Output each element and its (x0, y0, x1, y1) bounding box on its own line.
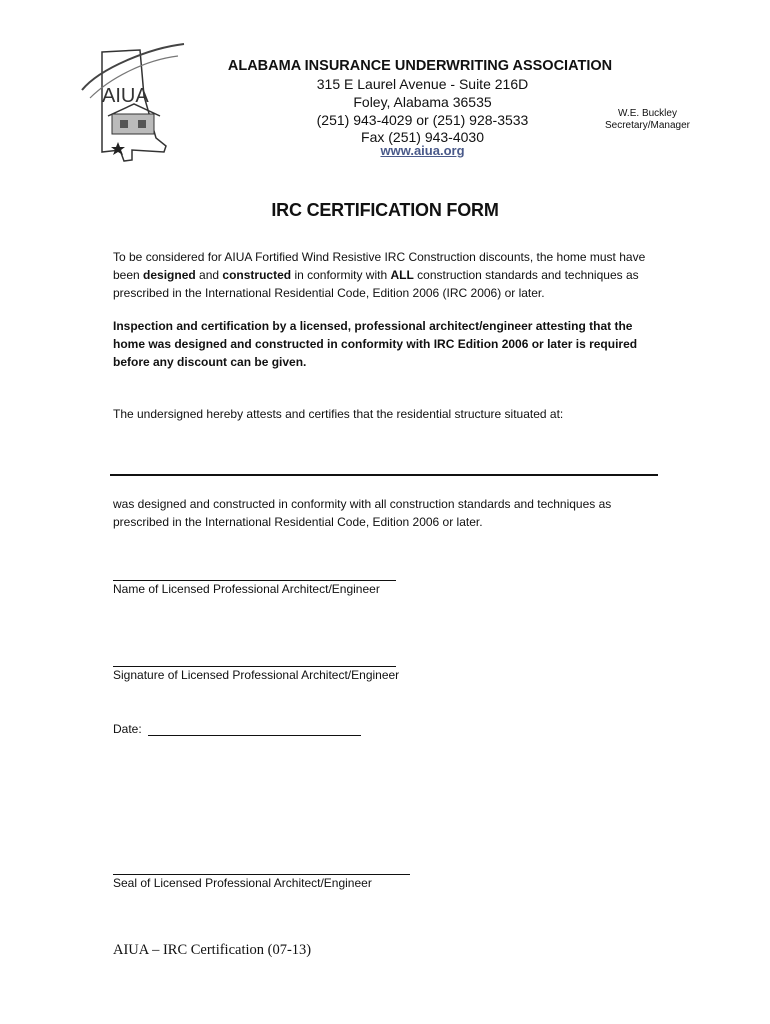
name-field-line[interactable] (113, 580, 396, 581)
intro-paragraph: To be considered for AIUA Fortified Wind Resistive IRC Construction discounts, the home must have been designed and constructed in conformity with ALL construction standards and techniques as prescribed in the International Residential Code, Edition 2006 (IRC 2006) or later. (113, 250, 646, 300)
requirement-paragraph: Inspection and certification by a licensed, professional architect/engineer attesting that the home was designed and constructed in conformity with IRC Edition 2006 or later is required before any discount can be given. (113, 319, 638, 369)
property-address-field[interactable] (110, 474, 658, 476)
officer-name: W.E. Buckley (618, 108, 677, 119)
address-line-1: 315 E Laurel Avenue - Suite 216D (316, 76, 529, 92)
date-label: Date: (113, 722, 142, 736)
svg-text:AIUA: AIUA (102, 85, 149, 107)
org-name: ALABAMA INSURANCE UNDERWRITING ASSOCIATION (227, 58, 613, 74)
website-link[interactable]: www.aiua.org (380, 143, 465, 158)
attest-paragraph: The undersigned hereby attests and certifies that the residential structure situated at: (113, 407, 564, 421)
date-field-line[interactable] (148, 735, 361, 736)
officer-title: Secretary/Manager (604, 120, 691, 131)
seal-field-line[interactable] (113, 874, 410, 875)
signature-label: Signature of Licensed Professional Architect/Engineer (113, 668, 400, 682)
form-footer: AIUA – IRC Certification (07-13) (113, 942, 312, 958)
address-line-2: Foley, Alabama 36535 (353, 94, 492, 110)
seal-label: Seal of Licensed Professional Architect/Engineer (113, 876, 372, 890)
form-title: IRC CERTIFICATION FORM (271, 200, 499, 220)
fax-number: Fax (251) 943-4030 (361, 129, 484, 145)
signature-field-line[interactable] (113, 666, 396, 667)
conformity-paragraph: was designed and constructed in conformity with all construction standards and techniques as prescribed in the International Residential Code, Edition 2006 or later. (113, 497, 612, 529)
name-label: Name of Licensed Professional Architect/Engineer (113, 582, 380, 596)
phone-numbers: (251) 943-4029 or (251) 928-3533 (316, 112, 529, 128)
